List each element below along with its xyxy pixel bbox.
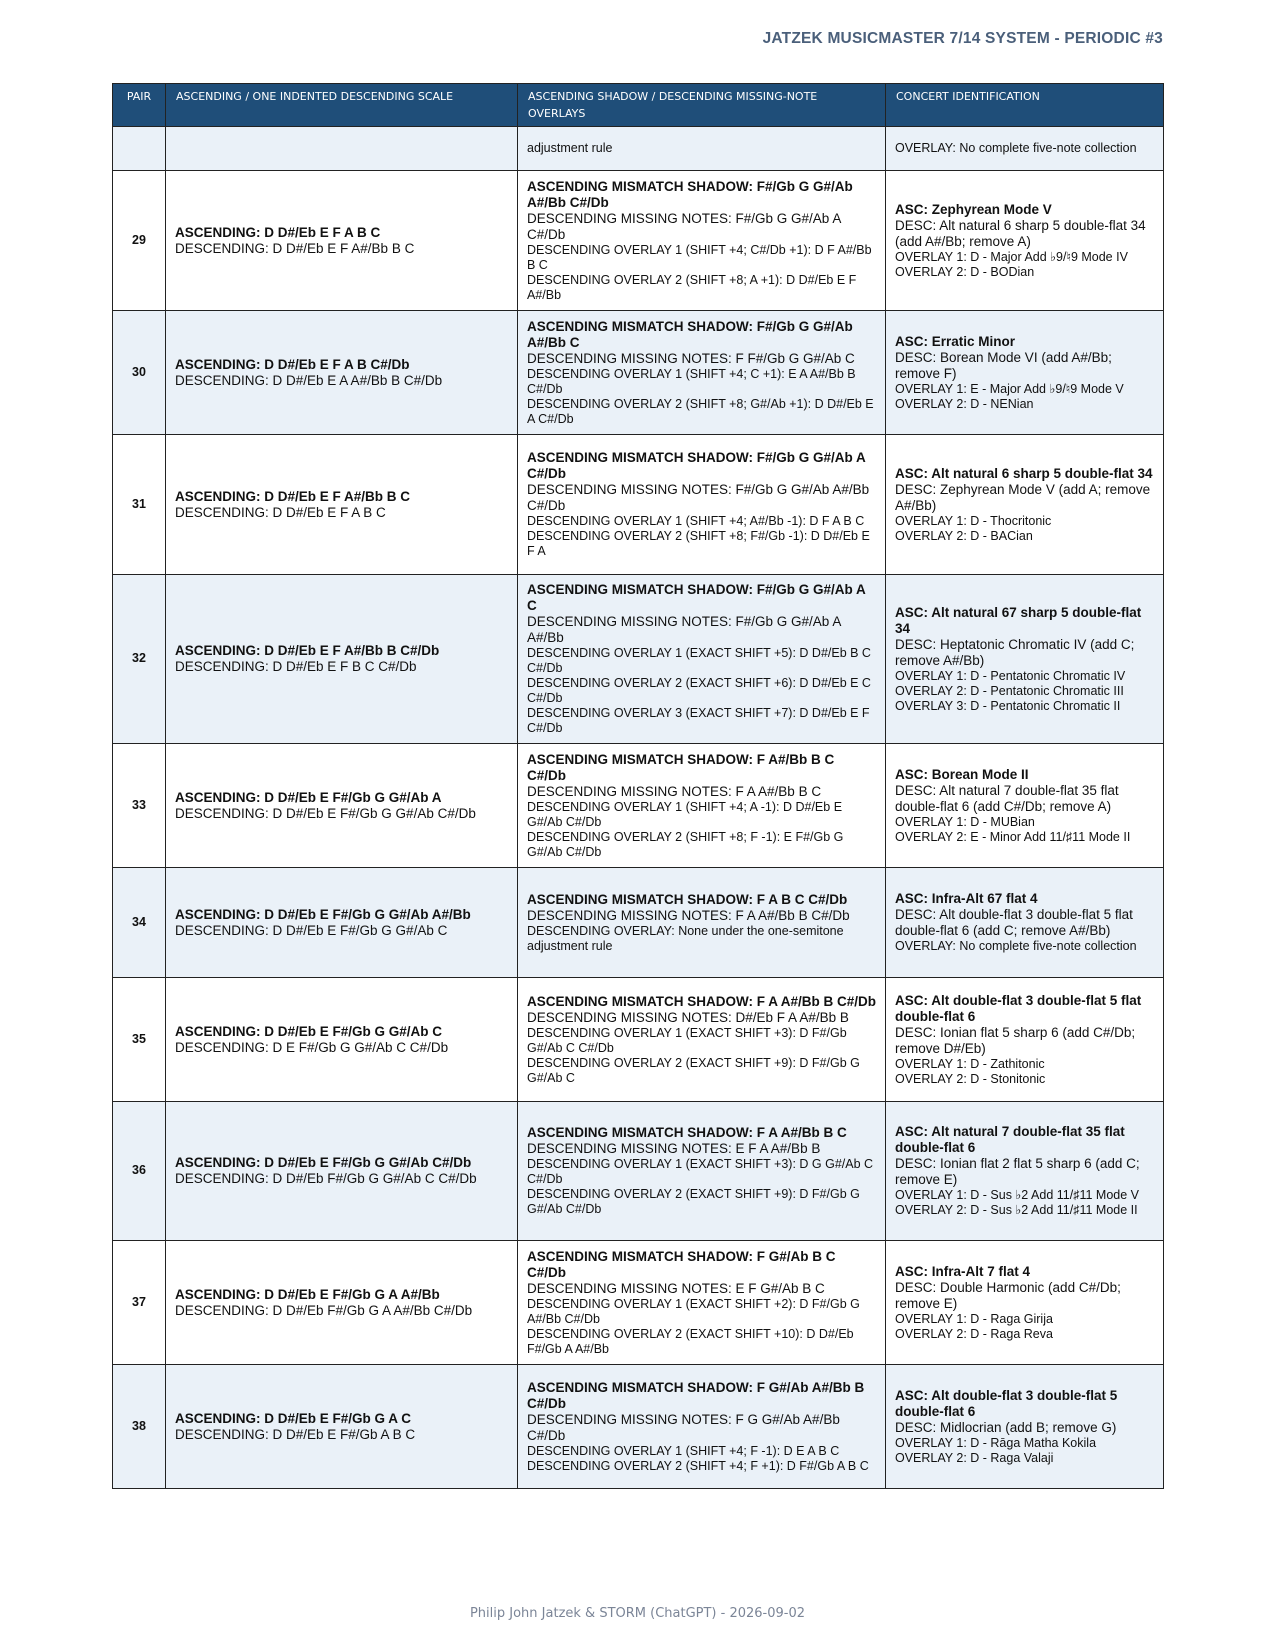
concert-cell: [886, 311, 1164, 435]
scale-cell: [166, 1102, 518, 1241]
concert-ascending: ASC: Infra-Alt 67 flat 4: [895, 891, 1038, 906]
shadow-cell: [518, 435, 886, 575]
concert-overlay: OVERLAY 2: D - Sus ♭2 Add 11/♯11 Mode II: [895, 1203, 1138, 1217]
scale-cell: [166, 1241, 518, 1365]
concert-overlay: OVERLAY 1: D - Thocritonic: [895, 513, 1052, 528]
missing-notes: DESCENDING MISSING NOTES: F F#/Gb G G#/Ab C: [527, 350, 855, 366]
concert-overlay: OVERLAY 2: D - Stonitonic: [895, 1071, 1046, 1086]
concert-ascending: ASC: Erratic Minor: [895, 333, 1016, 349]
scale-cell: [166, 1365, 518, 1489]
column-header-scale: ASCENDING / ONE INDENTED DESCENDING SCALE: [166, 84, 518, 127]
ascending-scale: ASCENDING: D D#/Eb E F#/Gb G G#/Ab C: [175, 1023, 443, 1039]
concert-ascending: ASC: Alt double-flat 3 double-flat 5 flat double-flat 6: [895, 992, 1142, 1024]
missing-notes: DESCENDING MISSING NOTES: F A A#/Bb B C: [527, 783, 822, 799]
concert-overlay: OVERLAY 2: D - Pentatonic Chromatic III: [895, 683, 1124, 698]
table-header-row: [113, 84, 1164, 127]
shadow-cell: [518, 1365, 886, 1489]
table-row: [113, 978, 1164, 1102]
descending-overlay: DESCENDING OVERLAY 1 (EXACT SHIFT +2): D F#/Gb G A#/Bb C#/Db: [527, 1296, 860, 1326]
missing-notes: DESCENDING MISSING NOTES: F G G#/Ab A#/Bb C#/Db: [527, 1411, 840, 1443]
mismatch-shadow: ASCENDING MISMATCH SHADOW: F A A#/Bb B C: [527, 1125, 847, 1140]
pair-number: 29: [113, 171, 166, 311]
mismatch-shadow: ASCENDING MISMATCH SHADOW: F#/Gb G G#/Ab A C#/Db: [527, 450, 866, 481]
concert-ascending: ASC: Alt double-flat 3 double-flat 5 double-flat 6: [895, 1387, 1118, 1419]
descending-overlay: DESCENDING OVERLAY 1 (SHIFT +4; C#/Db +1): D F A#/Bb B C: [527, 242, 872, 272]
concert-descending: DESC: Midlocrian (add B; remove G): [895, 1419, 1117, 1435]
concert-overlay: OVERLAY 1: E - Major Add ♭9/♮9 Mode V: [895, 381, 1124, 396]
concert-overlay: OVERLAY 1: D - MUBian: [895, 814, 1035, 829]
shadow-cell: [518, 1102, 886, 1241]
scale-cell: [166, 171, 518, 311]
column-header-shadow: ASCENDING SHADOW / DESCENDING MISSING-NOTE OVERLAYS: [518, 84, 886, 127]
concert-descending: DESC: Zephyrean Mode V (add A; remove A#/Bb): [895, 481, 1151, 513]
concert-descending: DESC: Alt natural 7 double-flat 35 flat double-flat 6 (add C#/Db; remove A): [895, 782, 1119, 814]
ascending-scale: ASCENDING: D D#/Eb E F#/Gb G A C: [175, 1410, 412, 1426]
pair-number: 31: [113, 435, 166, 575]
descending-overlay: DESCENDING OVERLAY 1 (EXACT SHIFT +3): D F#/Gb G#/Ab C C#/Db: [527, 1025, 847, 1055]
pair-number: 37: [113, 1241, 166, 1365]
mismatch-shadow: ASCENDING MISMATCH SHADOW: F#/Gb G G#/Ab A#/Bb C: [527, 318, 853, 350]
mismatch-shadow: ASCENDING MISMATCH SHADOW: F A B C C#/Db: [527, 891, 848, 907]
continuation-row: [113, 127, 1164, 171]
concert-cell: [886, 868, 1164, 978]
concert-ascending: ASC: Alt natural 67 sharp 5 double-flat 34: [895, 604, 1142, 636]
mismatch-shadow: ASCENDING MISMATCH SHADOW: F A#/Bb B C C#/Db: [527, 751, 835, 783]
pair-number: 35: [113, 978, 166, 1102]
concert-overlay: OVERLAY 2: D - Raga Valaji: [895, 1450, 1054, 1465]
mismatch-shadow: ASCENDING MISMATCH SHADOW: F#/Gb G G#/Ab A#/Bb C#/Db: [527, 178, 853, 210]
table-row: [113, 171, 1164, 311]
descending-scale: DESCENDING: D D#/Eb E F A B C: [175, 504, 386, 520]
concert-overlay: OVERLAY 1: D - Major Add ♭9/♮9 Mode IV: [895, 249, 1128, 264]
mismatch-shadow: ASCENDING MISMATCH SHADOW: F G#/Ab B C C#/Db: [527, 1248, 836, 1280]
concert-cell: [886, 1241, 1164, 1365]
concert-cell: [886, 171, 1164, 311]
missing-notes: DESCENDING MISSING NOTES: D#/Eb F A A#/Bb B: [527, 1009, 849, 1025]
descending-overlay: DESCENDING OVERLAY 3 (EXACT SHIFT +7): D D#/Eb E F C#/Db: [527, 706, 870, 735]
concert-descending: DESC: Borean Mode VI (add A#/Bb; remove F): [895, 349, 1112, 381]
concert-cell: [886, 1365, 1164, 1489]
ascending-scale: ASCENDING: D D#/Eb E F A#/Bb B C: [175, 488, 411, 504]
missing-notes: DESCENDING MISSING NOTES: F#/Gb G G#/Ab A C#/Db: [527, 210, 841, 242]
descending-overlay: DESCENDING OVERLAY 1 (SHIFT +4; A#/Bb -1): D F A B C: [527, 514, 865, 528]
descending-overlay: DESCENDING OVERLAY 1 (SHIFT +4; C +1): E A A#/Bb B C#/Db: [527, 366, 856, 396]
descending-overlay: DESCENDING OVERLAY 1 (EXACT SHIFT +5): D D#/Eb B C C#/Db: [527, 646, 871, 675]
pair-number: 36: [113, 1102, 166, 1241]
concert-ascending: ASC: Borean Mode II: [895, 766, 1029, 782]
scale-cell: [166, 744, 518, 868]
table-cell: [113, 127, 166, 171]
concert-descending: DESC: Double Harmonic (add C#/Db; remove E): [895, 1279, 1121, 1311]
descending-overlay: DESCENDING OVERLAY 2 (SHIFT +8; F -1): E F#/Gb G G#/Ab C#/Db: [527, 829, 844, 859]
continuation-shadow: adjustment rule: [518, 127, 886, 171]
concert-overlay: OVERLAY 2: D - BODian: [895, 264, 1035, 279]
table-row: [113, 744, 1164, 868]
concert-overlay: OVERLAY 1: D - Sus ♭2 Add 11/♯11 Mode V: [895, 1188, 1139, 1202]
descending-scale: DESCENDING: D D#/Eb E F#/Gb G G#/Ab C#/Db: [175, 805, 476, 821]
concert-cell: [886, 1102, 1164, 1241]
ascending-scale: ASCENDING: D D#/Eb E F#/Gb G G#/Ab A#/Bb: [175, 906, 471, 922]
pair-number: 32: [113, 575, 166, 744]
concert-cell: [886, 744, 1164, 868]
shadow-cell: [518, 171, 886, 311]
concert-descending: DESC: Ionian flat 2 flat 5 sharp 6 (add C; remove E): [895, 1156, 1140, 1187]
table-row: [113, 1365, 1164, 1489]
table-row: [113, 1102, 1164, 1241]
concert-ascending: ASC: Alt natural 6 sharp 5 double-flat 34: [895, 465, 1153, 481]
table-row: [113, 311, 1164, 435]
descending-overlay: DESCENDING OVERLAY 1 (SHIFT +4; F -1): D E A B C: [527, 1443, 840, 1458]
concert-descending: DESC: Heptatonic Chromatic IV (add C; remove A#/Bb): [895, 636, 1135, 668]
scale-cell: [166, 868, 518, 978]
concert-ascending: ASC: Alt natural 7 double-flat 35 flat double-flat 6: [895, 1124, 1125, 1155]
concert-ascending: ASC: Infra-Alt 7 flat 4: [895, 1263, 1031, 1279]
shadow-cell: [518, 744, 886, 868]
missing-notes: DESCENDING MISSING NOTES: E F G#/Ab B C: [527, 1280, 825, 1296]
mismatch-shadow: ASCENDING MISMATCH SHADOW: F#/Gb G G#/Ab A C: [527, 582, 866, 613]
concert-cell: [886, 978, 1164, 1102]
concert-overlay: OVERLAY 2: D - NENian: [895, 396, 1034, 411]
descending-overlay: DESCENDING OVERLAY 2 (SHIFT +8; F#/Gb -1): D D#/Eb E F A: [527, 529, 870, 558]
concert-overlay: OVERLAY 2: E - Minor Add 11/♯11 Mode II: [895, 829, 1131, 844]
missing-notes: DESCENDING MISSING NOTES: F A A#/Bb B C#/Db: [527, 907, 850, 923]
shadow-cell: [518, 1241, 886, 1365]
ascending-scale: ASCENDING: D D#/Eb E F#/Gb G A A#/Bb: [175, 1286, 440, 1302]
ascending-scale: ASCENDING: D D#/Eb E F#/Gb G G#/Ab C#/Db: [175, 1155, 472, 1170]
mismatch-shadow: ASCENDING MISMATCH SHADOW: F G#/Ab A#/Bb B C#/Db: [527, 1379, 865, 1411]
pair-number: 38: [113, 1365, 166, 1489]
descending-overlay: DESCENDING OVERLAY 2 (EXACT SHIFT +10): D D#/Eb F#/Gb A A#/Bb: [527, 1326, 854, 1356]
scale-cell: [166, 435, 518, 575]
ascending-scale: ASCENDING: D D#/Eb E F A B C#/Db: [175, 356, 410, 372]
concert-overlay: OVERLAY: No complete five-note collection: [895, 939, 1137, 953]
pair-number: 34: [113, 868, 166, 978]
concert-overlay: OVERLAY 1: D - Zathitonic: [895, 1056, 1045, 1071]
missing-notes: DESCENDING MISSING NOTES: F#/Gb G G#/Ab A#/Bb C#/Db: [527, 482, 870, 513]
mismatch-shadow: ASCENDING MISMATCH SHADOW: F A A#/Bb B C#/Db: [527, 993, 876, 1009]
table-row: [113, 435, 1164, 575]
concert-descending: DESC: Ionian flat 5 sharp 6 (add C#/Db; remove D#/Eb): [895, 1024, 1136, 1056]
table-row: [113, 575, 1164, 744]
page-title: JATZEK MUSICMASTER 7/14 SYSTEM - PERIODIC #3: [762, 30, 1163, 47]
scale-cell: [166, 311, 518, 435]
ascending-scale: ASCENDING: D D#/Eb E F A B C: [175, 224, 381, 240]
footer-credit: Philip John Jatzek & STORM (ChatGPT) - 2026-09-02: [469, 1606, 806, 1621]
descending-overlay: DESCENDING OVERLAY 2 (EXACT SHIFT +9): D F#/Gb G G#/Ab C: [527, 1055, 860, 1085]
pair-number: 33: [113, 744, 166, 868]
descending-overlay: DESCENDING OVERLAY: None under the one-semitone adjustment rule: [527, 923, 844, 953]
shadow-cell: [518, 311, 886, 435]
table-row: [113, 1241, 1164, 1365]
descending-overlay: DESCENDING OVERLAY 2 (EXACT SHIFT +6): D D#/Eb E C C#/Db: [527, 676, 871, 705]
descending-scale: DESCENDING: D D#/Eb E F#/Gb G G#/Ab C: [175, 922, 448, 938]
scale-cell: [166, 978, 518, 1102]
concert-overlay: OVERLAY 2: D - Raga Reva: [895, 1326, 1053, 1341]
concert-overlay: OVERLAY 1: D - Pentatonic Chromatic IV: [895, 668, 1126, 683]
pair-number: 30: [113, 311, 166, 435]
descending-scale: DESCENDING: D D#/Eb F#/Gb G A A#/Bb C#/Db: [175, 1302, 473, 1318]
concert-descending: DESC: Alt natural 6 sharp 5 double-flat 34 (add A#/Bb; remove A): [895, 217, 1146, 249]
shadow-cell: [518, 575, 886, 744]
descending-scale: DESCENDING: D D#/Eb F#/Gb G G#/Ab C C#/Db: [175, 1171, 477, 1186]
table-row: [113, 868, 1164, 978]
column-header-pair: PAIR: [113, 84, 166, 127]
descending-scale: DESCENDING: D E F#/Gb G G#/Ab C C#/Db: [175, 1039, 449, 1055]
descending-overlay: DESCENDING OVERLAY 1 (SHIFT +4; A -1): D D#/Eb E G#/Ab C#/Db: [527, 799, 843, 829]
scale-cell: [166, 575, 518, 744]
table-cell: [166, 127, 518, 171]
concert-cell: [886, 575, 1164, 744]
descending-scale: DESCENDING: D D#/Eb E F#/Gb A B C: [175, 1426, 416, 1442]
descending-overlay: DESCENDING OVERLAY 2 (EXACT SHIFT +9): D F#/Gb G G#/Ab C#/Db: [527, 1187, 860, 1216]
column-header-concert: CONCERT IDENTIFICATION: [886, 84, 1164, 127]
descending-overlay: DESCENDING OVERLAY 2 (SHIFT +8; G#/Ab +1): D D#/Eb E A C#/Db: [527, 396, 874, 426]
concert-cell: [886, 435, 1164, 575]
concert-overlay: OVERLAY 1: D - Raga Girija: [895, 1311, 1053, 1326]
ascending-scale: ASCENDING: D D#/Eb E F#/Gb G G#/Ab A: [175, 789, 442, 805]
descending-scale: DESCENDING: D D#/Eb E F B C C#/Db: [175, 659, 417, 674]
concert-ascending: ASC: Zephyrean Mode V: [895, 201, 1052, 217]
concert-overlay: OVERLAY 3: D - Pentatonic Chromatic II: [895, 698, 1121, 713]
descending-overlay: DESCENDING OVERLAY 2 (SHIFT +4; F +1): D F#/Gb A B C: [527, 1458, 869, 1473]
missing-notes: DESCENDING MISSING NOTES: E F A A#/Bb B: [527, 1141, 821, 1156]
scale-table: [112, 83, 1164, 1489]
missing-notes: DESCENDING MISSING NOTES: F#/Gb G G#/Ab A A#/Bb: [527, 614, 841, 645]
descending-overlay: DESCENDING OVERLAY 2 (SHIFT +8; A +1): D D#/Eb E F A#/Bb: [527, 272, 857, 302]
shadow-cell: [518, 978, 886, 1102]
concert-overlay: OVERLAY 1: D - Rāga Matha Kokila: [895, 1435, 1097, 1450]
concert-overlay: OVERLAY 2: D - BACian: [895, 528, 1033, 543]
ascending-scale: ASCENDING: D D#/Eb E F A#/Bb B C#/Db: [175, 643, 440, 658]
descending-overlay: DESCENDING OVERLAY 1 (EXACT SHIFT +3): D G G#/Ab C C#/Db: [527, 1157, 874, 1186]
concert-descending: DESC: Alt double-flat 3 double-flat 5 flat double-flat 6 (add C; remove A#/Bb): [895, 907, 1133, 938]
shadow-cell: [518, 868, 886, 978]
continuation-concert: OVERLAY: No complete five-note collection: [886, 127, 1164, 171]
descending-scale: DESCENDING: D D#/Eb E F A#/Bb B C: [175, 240, 415, 256]
descending-scale: DESCENDING: D D#/Eb E A A#/Bb B C#/Db: [175, 372, 443, 388]
